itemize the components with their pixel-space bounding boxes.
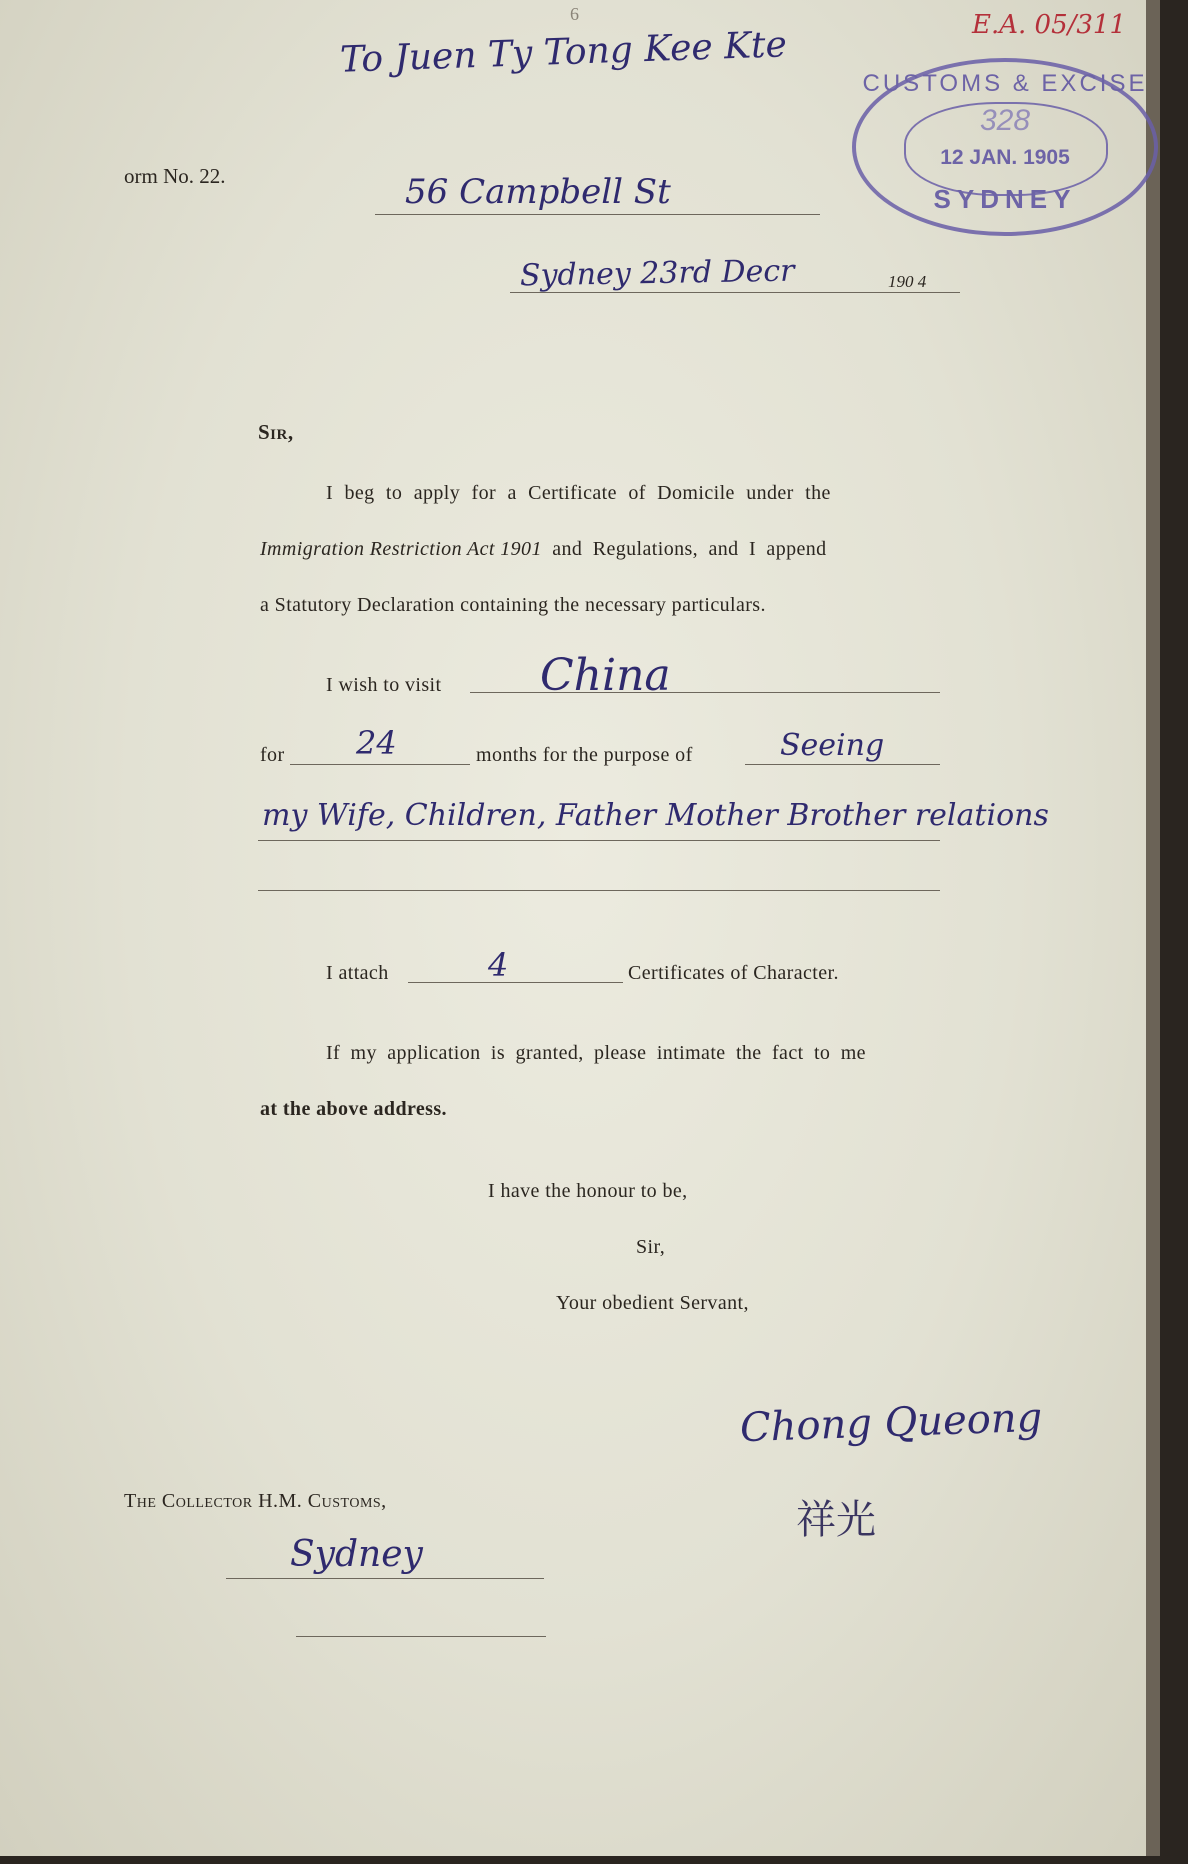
- visit-underline: [470, 692, 940, 693]
- paragraph-apply-line-2: [260, 538, 827, 561]
- certificate-count: 4: [488, 946, 509, 984]
- stamp-date: 12 JAN. 1905: [940, 146, 1070, 169]
- stamp-number: 328: [979, 104, 1031, 137]
- purpose-underline-2: [258, 840, 940, 841]
- reference-number: E.A. 05/311: [972, 10, 1127, 40]
- date-underline: [510, 292, 960, 293]
- months-purpose-label: months for the purpose of: [476, 744, 693, 766]
- act-name: Immigration Restriction Act 1901: [260, 538, 542, 560]
- address-underline: [375, 214, 820, 215]
- duration-underline: [290, 764, 470, 765]
- attach-label: I attach: [326, 962, 389, 984]
- date-line: Sydney 23rd Decr: [519, 253, 795, 294]
- closing-servant: Your obedient Servant,: [556, 1292, 749, 1314]
- form-number: orm No. 22.: [124, 164, 226, 188]
- signature-chinese: 祥光: [796, 1497, 876, 1543]
- for-label: for: [260, 744, 285, 766]
- purpose-underline-3: [258, 890, 940, 891]
- collector-location: Sydney: [290, 1534, 423, 1575]
- customs-received-stamp: [852, 58, 1158, 236]
- visit-destination: China: [540, 650, 671, 701]
- closing-honour: I have the honour to be,: [488, 1180, 688, 1202]
- purpose-line-1: Seeing: [780, 728, 885, 763]
- signature-english: Chong Queong: [739, 1394, 1043, 1452]
- stamp-top-text: CUSTOMS & EXCISE: [862, 70, 1148, 97]
- address-line: 56 Campbell St: [405, 172, 671, 212]
- paragraph-apply-line-2-rest: and Regulations, and I append: [541, 538, 827, 560]
- date-year-prefix: 190 4: [888, 272, 927, 291]
- certificate-underline: [408, 982, 623, 983]
- visit-label: I wish to visit: [326, 674, 442, 696]
- purpose-underline-1: [745, 764, 940, 765]
- granted-line-1: If my application is granted, please intimate the fact to me: [326, 1042, 866, 1064]
- duration-months: 24: [356, 724, 397, 762]
- folio-number: 6: [570, 4, 579, 24]
- purpose-line-2: my Wife, Children, Father Mother Brother relations: [262, 798, 1049, 833]
- salutation: Sir,: [258, 420, 294, 444]
- paragraph-apply-line-3: a Statutory Declaration containing the necessary particulars.: [260, 594, 766, 616]
- certificates-label: Certificates of Character.: [628, 962, 839, 984]
- stamp-bottom-text: SYDNEY: [933, 184, 1077, 214]
- applicant-name-heading: To Juen Ty Tong Kee Kte: [339, 24, 788, 81]
- paragraph-apply-line-1: I beg to apply for a Certificate of Domicile under the: [326, 482, 831, 504]
- granted-line-2: at the above address.: [260, 1098, 447, 1120]
- collector-underline-2: [296, 1636, 546, 1637]
- closing-sir: Sir,: [636, 1236, 666, 1258]
- collector-underline-1: [226, 1578, 544, 1579]
- collector-title: The Collector H.M. Customs,: [124, 1490, 387, 1512]
